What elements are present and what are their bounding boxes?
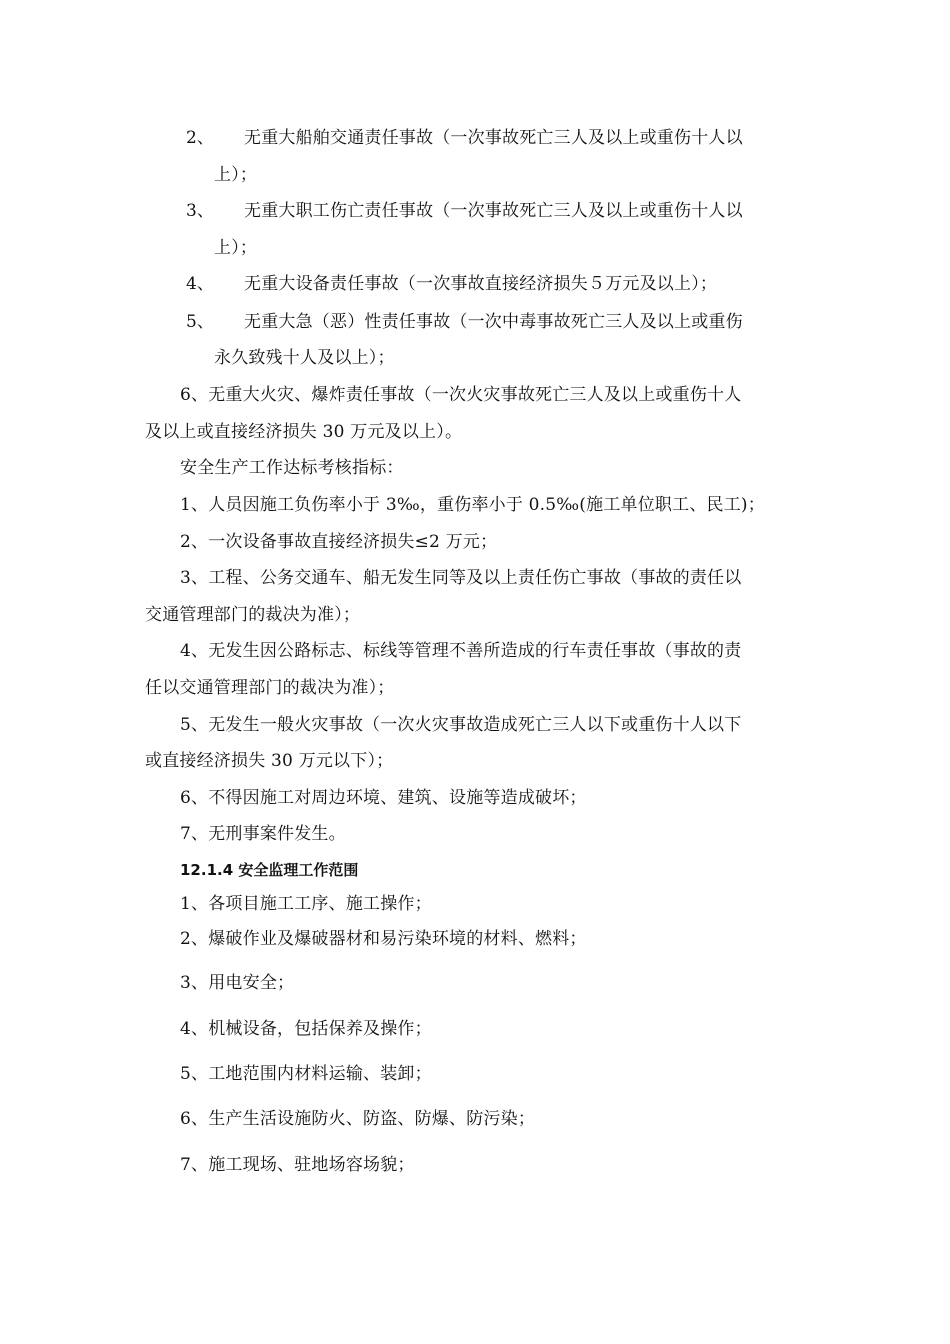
scope-item-3: 3、用电安全； [180, 973, 295, 993]
item-2-line-2: 上）； [214, 165, 258, 185]
item-4-line-1: 无重大设备责任事故（一次事故直接经济损失５万元及以上）； [244, 274, 718, 294]
assessment-item-5-line-1: 5、无发生一般火灾事故（一次火灾事故造成死亡三人以下或重伤十人以下 [180, 715, 742, 735]
item-5-line-2: 永久致残十人及以上）； [214, 348, 395, 368]
assessment-item-4-line-1: 4、无发生因公路标志、标线等管理不善所造成的行车责任事故（事故的责 [180, 641, 742, 661]
item-3-line-2: 上）； [214, 238, 258, 258]
item-4-number: 4、 [186, 274, 214, 294]
scope-item-5: 5、工地范围内材料运输、装卸； [180, 1064, 432, 1084]
item-3-number: 3、 [186, 201, 214, 221]
item-6-line-1: 6、无重大火灾、爆炸责任事故（一次火灾事故死亡三人及以上或重伤十人 [180, 385, 742, 405]
item-2-line-1: 无重大船舶交通责任事故（一次事故死亡三人及以上或重伤十人以 [244, 128, 743, 148]
scope-item-4: 4、机械设备，包括保养及操作； [180, 1019, 432, 1039]
item-3-line-1: 无重大职工伤亡责任事故（一次事故死亡三人及以上或重伤十人以 [244, 201, 743, 221]
assessment-item-2: 2、一次设备事故直接经济损失≤2 万元； [180, 532, 498, 552]
assessment-item-4-line-2: 任以交通管理部门的裁决为准）； [145, 678, 395, 698]
scope-item-7: 7、施工现场、驻地场容场貌； [180, 1155, 415, 1175]
assessment-item-3-line-1: 3、工程、公务交通车、船无发生同等及以上责任伤亡事故（事故的责任以 [180, 568, 742, 588]
item-6-line-2: 及以上或直接经济损失 30 万元及以上）。 [145, 422, 463, 442]
item-5-line-1: 无重大急（恶）性责任事故（一次中毒事故死亡三人及以上或重伤 [244, 312, 743, 332]
section-heading: 12.1.4 安全监理工作范围 [180, 861, 359, 879]
assessment-item-3-line-2: 交通管理部门的裁决为准）； [145, 605, 361, 625]
scope-item-1: 1、各项目施工工序、施工操作； [180, 894, 432, 914]
assessment-item-7: 7、无刑事案件发生。 [180, 824, 346, 844]
assessment-title: 安全生产工作达标考核指标： [180, 458, 404, 478]
assessment-item-1: 1、人员因施工负伤率小于 3‰，重伤率小于 0.5‰(施工单位职工、民工)； [180, 495, 765, 515]
scope-item-6: 6、生产生活设施防火、防盗、防爆、防污染； [180, 1109, 536, 1129]
item-5-number: 5、 [186, 312, 214, 332]
assessment-item-6: 6、不得因施工对周边环境、建筑、设施等造成破坏； [180, 788, 587, 808]
item-2-number: 2、 [186, 128, 214, 148]
assessment-item-5-line-2: 或直接经济损失 30 万元以下）； [145, 751, 394, 771]
scope-item-2: 2、爆破作业及爆破器材和易污染环境的材料、燃料； [180, 929, 587, 949]
